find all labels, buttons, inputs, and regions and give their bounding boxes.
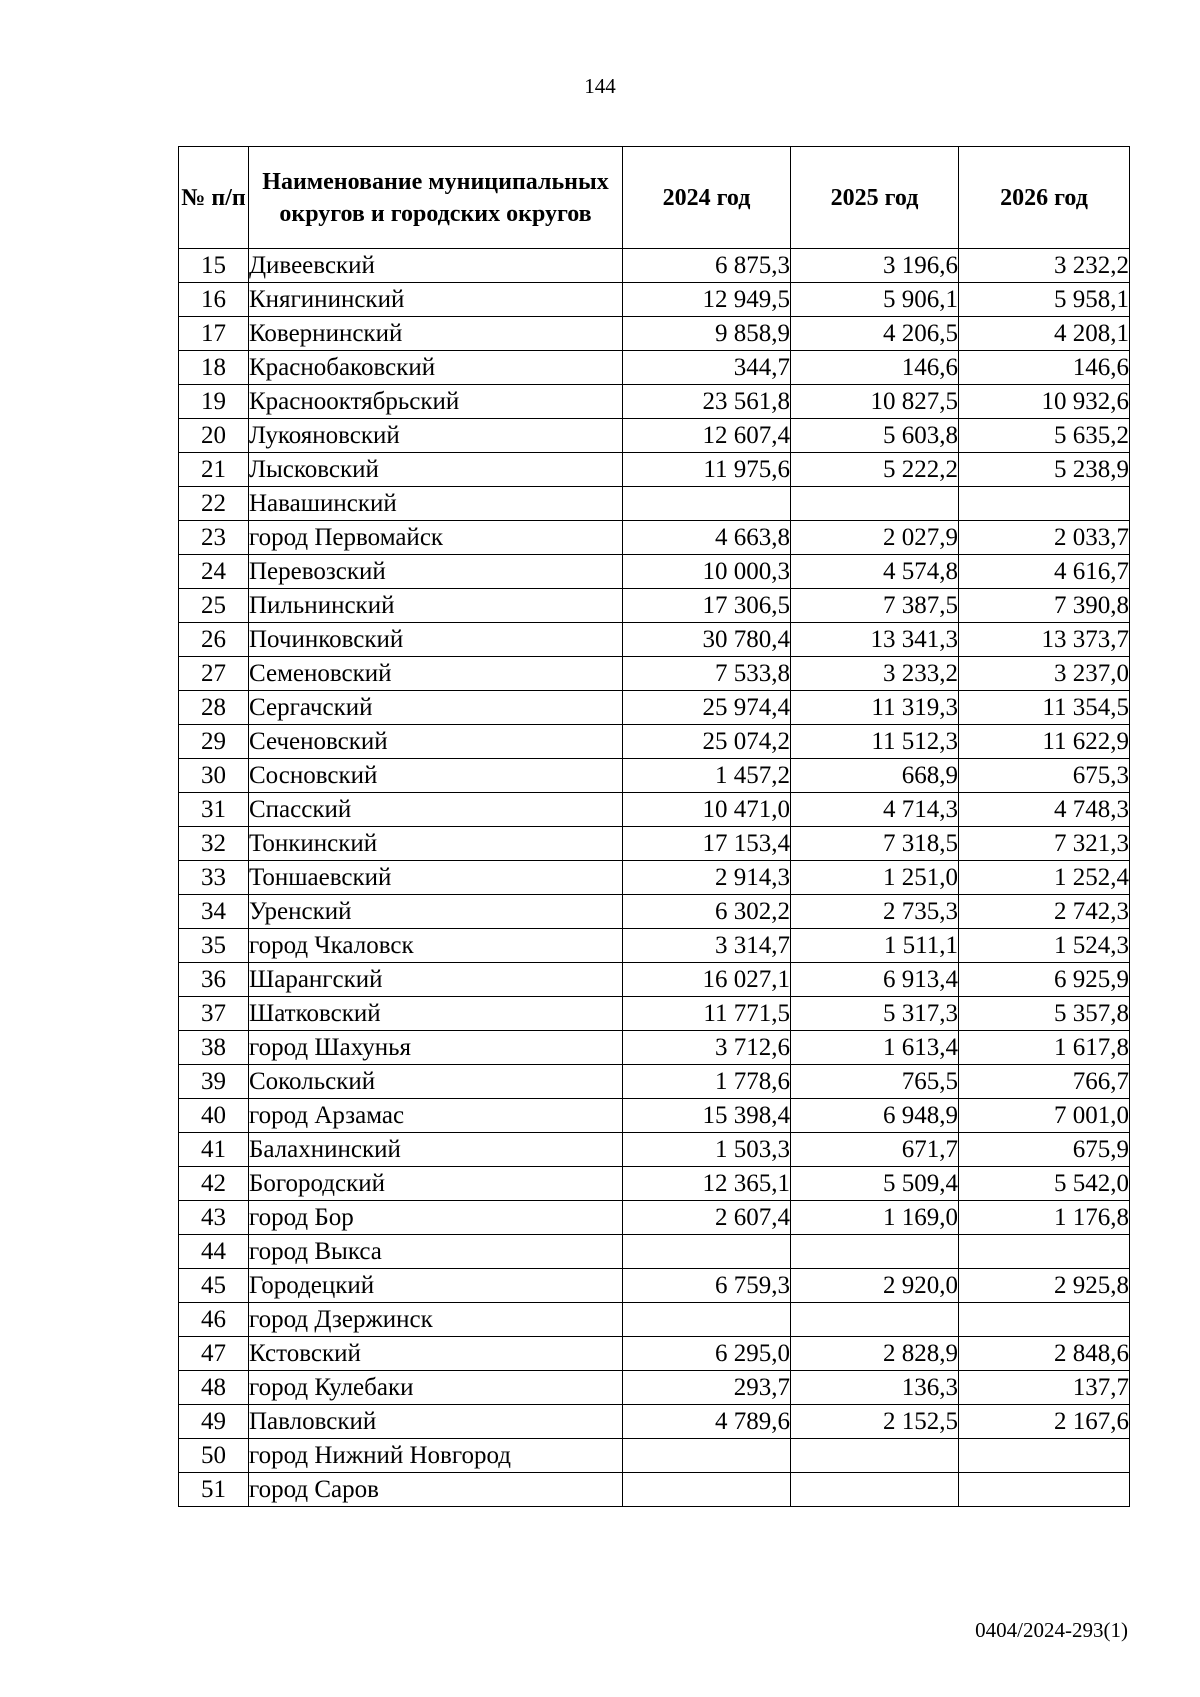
row-value-2024: 3 712,6 (623, 1031, 791, 1065)
row-value-2025: 5 222,2 (791, 453, 959, 487)
row-number: 49 (179, 1405, 249, 1439)
row-value-2024: 6 875,3 (623, 249, 791, 283)
row-number: 51 (179, 1473, 249, 1507)
table-row (179, 1201, 1130, 1235)
row-value-2024 (623, 1439, 791, 1473)
row-name: Дивеевский (249, 249, 623, 283)
row-value-2024: 30 780,4 (623, 623, 791, 657)
row-number: 21 (179, 453, 249, 487)
row-value-2024 (623, 1303, 791, 1337)
data-table (178, 146, 1130, 1507)
row-value-2026 (959, 1235, 1130, 1269)
row-value-2025: 2 920,0 (791, 1269, 959, 1303)
table-row (179, 1235, 1130, 1269)
row-number: 47 (179, 1337, 249, 1371)
row-name: Лысковский (249, 453, 623, 487)
table-row (179, 589, 1130, 623)
row-value-2024: 4 789,6 (623, 1405, 791, 1439)
row-value-2025: 5 603,8 (791, 419, 959, 453)
row-value-2025: 2 027,9 (791, 521, 959, 555)
row-value-2026: 5 542,0 (959, 1167, 1130, 1201)
row-number: 37 (179, 997, 249, 1031)
row-value-2026: 4 616,7 (959, 555, 1130, 589)
row-number: 31 (179, 793, 249, 827)
row-value-2024: 7 533,8 (623, 657, 791, 691)
row-value-2025: 1 169,0 (791, 1201, 959, 1235)
table-row (179, 997, 1130, 1031)
row-value-2025: 13 341,3 (791, 623, 959, 657)
row-value-2025: 1 511,1 (791, 929, 959, 963)
table-row (179, 759, 1130, 793)
row-value-2024: 12 607,4 (623, 419, 791, 453)
row-number: 33 (179, 861, 249, 895)
table-row (179, 385, 1130, 419)
row-value-2024: 16 027,1 (623, 963, 791, 997)
row-value-2026: 1 617,8 (959, 1031, 1130, 1065)
row-value-2025: 5 509,4 (791, 1167, 959, 1201)
row-number: 46 (179, 1303, 249, 1337)
table-row (179, 895, 1130, 929)
row-name: Княгининский (249, 283, 623, 317)
table-row (179, 725, 1130, 759)
row-number: 26 (179, 623, 249, 657)
row-value-2025: 5 317,3 (791, 997, 959, 1031)
row-value-2024: 25 974,4 (623, 691, 791, 725)
row-value-2024: 1 457,2 (623, 759, 791, 793)
table-row (179, 487, 1130, 521)
row-value-2026: 1 252,4 (959, 861, 1130, 895)
row-value-2025: 671,7 (791, 1133, 959, 1167)
table-row (179, 1371, 1130, 1405)
table-row (179, 317, 1130, 351)
row-name: город Дзержинск (249, 1303, 623, 1337)
row-value-2026: 137,7 (959, 1371, 1130, 1405)
row-value-2025: 3 196,6 (791, 249, 959, 283)
row-name: Краснобаковский (249, 351, 623, 385)
row-number: 48 (179, 1371, 249, 1405)
row-name: Сеченовский (249, 725, 623, 759)
table-row (179, 453, 1130, 487)
row-number: 50 (179, 1439, 249, 1473)
row-value-2024: 12 365,1 (623, 1167, 791, 1201)
table-row (179, 521, 1130, 555)
row-number: 39 (179, 1065, 249, 1099)
row-value-2024: 23 561,8 (623, 385, 791, 419)
row-value-2025: 2 828,9 (791, 1337, 959, 1371)
row-value-2025 (791, 1303, 959, 1337)
row-number: 16 (179, 283, 249, 317)
row-value-2024 (623, 1473, 791, 1507)
row-number: 44 (179, 1235, 249, 1269)
table-row (179, 623, 1130, 657)
table-row (179, 1337, 1130, 1371)
row-number: 42 (179, 1167, 249, 1201)
row-name: Шарангский (249, 963, 623, 997)
row-name: город Кулебаки (249, 1371, 623, 1405)
table-row (179, 1303, 1130, 1337)
row-name: Ковернинский (249, 317, 623, 351)
row-value-2026: 13 373,7 (959, 623, 1130, 657)
table-row (179, 555, 1130, 589)
table-row (179, 1031, 1130, 1065)
table-row (179, 1065, 1130, 1099)
table-row (179, 929, 1130, 963)
table-header-row (179, 147, 1130, 249)
row-name: город Нижний Новгород (249, 1439, 623, 1473)
row-value-2026: 3 237,0 (959, 657, 1130, 691)
row-name: город Бор (249, 1201, 623, 1235)
header-name: Наименование муниципальных округов и городских округов (249, 147, 623, 249)
table-row (179, 691, 1130, 725)
table-row (179, 1167, 1130, 1201)
row-value-2025: 1 613,4 (791, 1031, 959, 1065)
row-value-2024 (623, 487, 791, 521)
row-value-2025: 4 714,3 (791, 793, 959, 827)
row-number: 45 (179, 1269, 249, 1303)
row-number: 28 (179, 691, 249, 725)
row-value-2024: 25 074,2 (623, 725, 791, 759)
row-number: 15 (179, 249, 249, 283)
header-2025: 2025 год (791, 147, 959, 249)
table-row (179, 963, 1130, 997)
row-value-2024: 6 302,2 (623, 895, 791, 929)
row-value-2025: 2 152,5 (791, 1405, 959, 1439)
row-value-2026: 3 232,2 (959, 249, 1130, 283)
row-value-2025: 146,6 (791, 351, 959, 385)
row-value-2024 (623, 1235, 791, 1269)
row-value-2024: 1 503,3 (623, 1133, 791, 1167)
row-value-2025: 7 318,5 (791, 827, 959, 861)
table-row (179, 1269, 1130, 1303)
row-name: Уренский (249, 895, 623, 929)
row-number: 41 (179, 1133, 249, 1167)
row-value-2026: 2 167,6 (959, 1405, 1130, 1439)
row-value-2026: 2 925,8 (959, 1269, 1130, 1303)
row-value-2024: 293,7 (623, 1371, 791, 1405)
row-name: Шатковский (249, 997, 623, 1031)
row-value-2026: 675,9 (959, 1133, 1130, 1167)
row-number: 40 (179, 1099, 249, 1133)
row-name: Краснооктябрьский (249, 385, 623, 419)
row-value-2024: 11 771,5 (623, 997, 791, 1031)
row-value-2024: 12 949,5 (623, 283, 791, 317)
row-number: 36 (179, 963, 249, 997)
row-name: Городецкий (249, 1269, 623, 1303)
row-value-2025: 5 906,1 (791, 283, 959, 317)
row-value-2025: 4 574,8 (791, 555, 959, 589)
row-value-2024: 6 759,3 (623, 1269, 791, 1303)
row-value-2026: 5 958,1 (959, 283, 1130, 317)
row-value-2026: 675,3 (959, 759, 1130, 793)
row-value-2026 (959, 487, 1130, 521)
row-value-2024: 11 975,6 (623, 453, 791, 487)
row-name: город Выкса (249, 1235, 623, 1269)
row-value-2025: 7 387,5 (791, 589, 959, 623)
row-number: 32 (179, 827, 249, 861)
row-number: 19 (179, 385, 249, 419)
row-name: город Чкаловск (249, 929, 623, 963)
row-value-2026: 5 357,8 (959, 997, 1130, 1031)
row-value-2024: 17 153,4 (623, 827, 791, 861)
row-value-2024: 3 314,7 (623, 929, 791, 963)
row-number: 24 (179, 555, 249, 589)
row-value-2026: 5 238,9 (959, 453, 1130, 487)
table-row (179, 1099, 1130, 1133)
row-value-2025 (791, 1473, 959, 1507)
row-name: Богородский (249, 1167, 623, 1201)
row-value-2026: 2 848,6 (959, 1337, 1130, 1371)
table-row (179, 793, 1130, 827)
row-name: город Шахунья (249, 1031, 623, 1065)
row-value-2026: 7 390,8 (959, 589, 1130, 623)
row-name: Починковский (249, 623, 623, 657)
row-value-2026: 146,6 (959, 351, 1130, 385)
row-value-2025: 11 512,3 (791, 725, 959, 759)
row-number: 18 (179, 351, 249, 385)
row-name: Кстовский (249, 1337, 623, 1371)
document-code: 0404/2024-293(1) (975, 1618, 1128, 1642)
row-value-2024: 10 000,3 (623, 555, 791, 589)
row-value-2026: 4 208,1 (959, 317, 1130, 351)
row-value-2024: 9 858,9 (623, 317, 791, 351)
row-value-2026: 6 925,9 (959, 963, 1130, 997)
row-name: Перевозский (249, 555, 623, 589)
row-value-2025: 4 206,5 (791, 317, 959, 351)
row-value-2025: 10 827,5 (791, 385, 959, 419)
row-name: Пильнинский (249, 589, 623, 623)
header-2024: 2024 год (623, 147, 791, 249)
row-value-2026 (959, 1473, 1130, 1507)
row-value-2026: 7 321,3 (959, 827, 1130, 861)
row-value-2025: 668,9 (791, 759, 959, 793)
row-value-2025: 6 913,4 (791, 963, 959, 997)
row-value-2025: 765,5 (791, 1065, 959, 1099)
table-row (179, 283, 1130, 317)
table-row (179, 861, 1130, 895)
row-name: город Первомайск (249, 521, 623, 555)
row-name: Сокольский (249, 1065, 623, 1099)
table-row (179, 827, 1130, 861)
row-value-2025 (791, 487, 959, 521)
row-name: Сосновский (249, 759, 623, 793)
row-value-2024: 15 398,4 (623, 1099, 791, 1133)
row-value-2025: 6 948,9 (791, 1099, 959, 1133)
row-value-2024: 2 607,4 (623, 1201, 791, 1235)
table-row (179, 419, 1130, 453)
row-name: Лукояновский (249, 419, 623, 453)
row-name: Тоншаевский (249, 861, 623, 895)
row-value-2025: 3 233,2 (791, 657, 959, 691)
row-number: 30 (179, 759, 249, 793)
row-value-2024: 1 778,6 (623, 1065, 791, 1099)
row-value-2026: 766,7 (959, 1065, 1130, 1099)
row-number: 43 (179, 1201, 249, 1235)
table-row (179, 1473, 1130, 1507)
row-name: Сергачский (249, 691, 623, 725)
table-row (179, 351, 1130, 385)
row-number: 29 (179, 725, 249, 759)
row-value-2024: 4 663,8 (623, 521, 791, 555)
row-value-2025 (791, 1235, 959, 1269)
row-value-2026 (959, 1303, 1130, 1337)
row-value-2024: 10 471,0 (623, 793, 791, 827)
row-name: Навашинский (249, 487, 623, 521)
row-number: 35 (179, 929, 249, 963)
row-number: 22 (179, 487, 249, 521)
row-value-2024: 6 295,0 (623, 1337, 791, 1371)
row-number: 34 (179, 895, 249, 929)
table-row (179, 249, 1130, 283)
row-value-2026: 1 524,3 (959, 929, 1130, 963)
row-name: Балахнинский (249, 1133, 623, 1167)
table-row (179, 1405, 1130, 1439)
row-value-2024: 17 306,5 (623, 589, 791, 623)
row-name: Спасский (249, 793, 623, 827)
header-num: № п/п (179, 147, 249, 249)
row-number: 17 (179, 317, 249, 351)
row-value-2025: 11 319,3 (791, 691, 959, 725)
table-row (179, 657, 1130, 691)
row-name: Семеновский (249, 657, 623, 691)
row-value-2024: 344,7 (623, 351, 791, 385)
row-number: 38 (179, 1031, 249, 1065)
row-name: Павловский (249, 1405, 623, 1439)
row-number: 23 (179, 521, 249, 555)
row-value-2026 (959, 1439, 1130, 1473)
row-value-2025: 2 735,3 (791, 895, 959, 929)
row-value-2026: 11 354,5 (959, 691, 1130, 725)
row-value-2025: 136,3 (791, 1371, 959, 1405)
row-value-2026: 5 635,2 (959, 419, 1130, 453)
row-number: 27 (179, 657, 249, 691)
row-value-2025 (791, 1439, 959, 1473)
table-row (179, 1439, 1130, 1473)
row-value-2026: 11 622,9 (959, 725, 1130, 759)
row-value-2026: 2 033,7 (959, 521, 1130, 555)
table-row (179, 1133, 1130, 1167)
row-number: 20 (179, 419, 249, 453)
row-value-2026: 1 176,8 (959, 1201, 1130, 1235)
header-2026: 2026 год (959, 147, 1130, 249)
row-value-2025: 1 251,0 (791, 861, 959, 895)
row-value-2024: 2 914,3 (623, 861, 791, 895)
row-value-2026: 7 001,0 (959, 1099, 1130, 1133)
row-value-2026: 4 748,3 (959, 793, 1130, 827)
row-name: Тонкинский (249, 827, 623, 861)
page-number: 144 (584, 74, 616, 98)
row-value-2026: 2 742,3 (959, 895, 1130, 929)
row-value-2026: 10 932,6 (959, 385, 1130, 419)
row-name: город Арзамас (249, 1099, 623, 1133)
row-name: город Саров (249, 1473, 623, 1507)
table-body (179, 249, 1130, 1507)
row-number: 25 (179, 589, 249, 623)
